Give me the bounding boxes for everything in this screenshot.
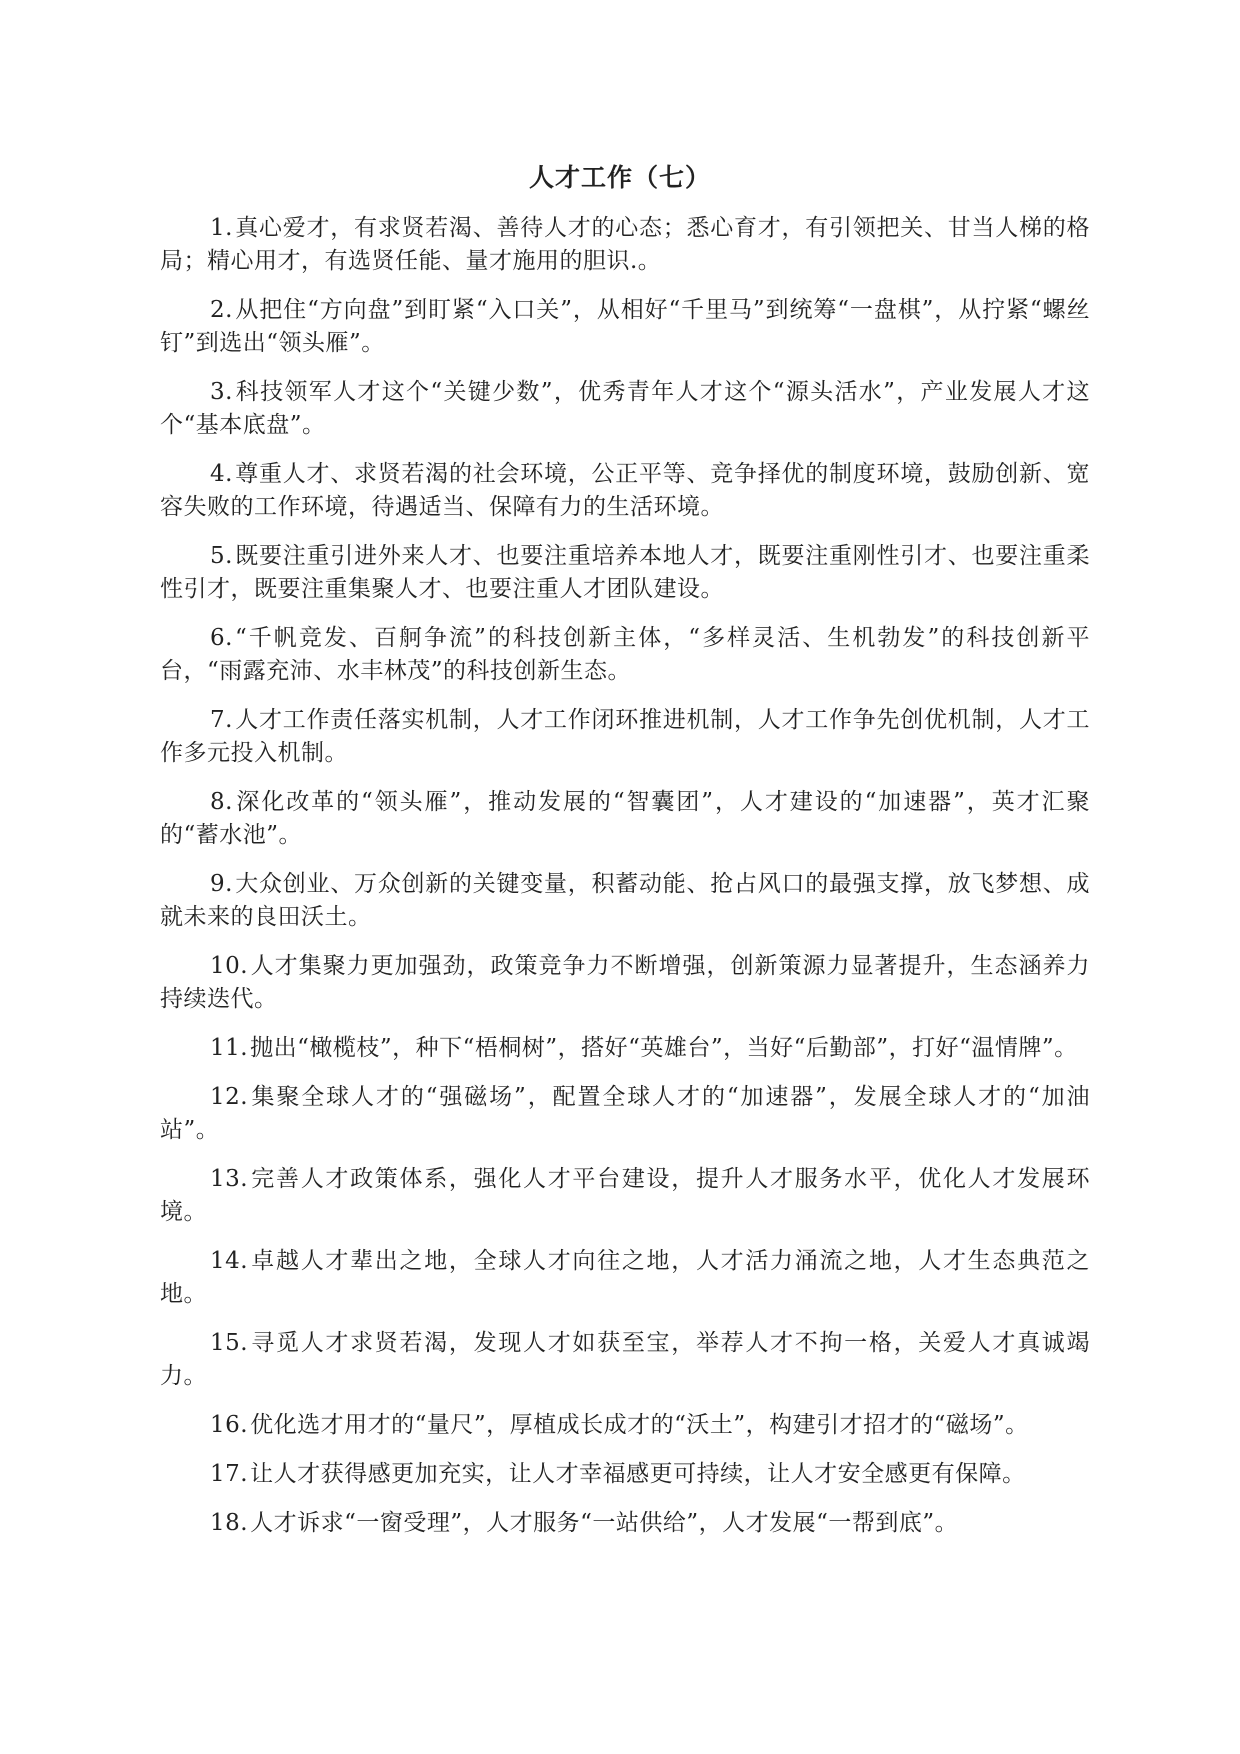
item-text: “千帆竞发、百舸争流”的科技创新主体，“多样灵活、生机勃发”的科技创新平台，“雨露充沛、水丰林茂”的科技创新生态。 [160, 625, 1090, 684]
item-text: 既要注重引进外来人才、也要注重培养本地人才，既要注重刚性引才、也要注重柔性引才，既要注重集聚人才、也要注重人才团队建设。 [160, 543, 1090, 602]
list-item [160, 868, 1090, 934]
list-item [160, 704, 1090, 770]
item-text: 从把住“方向盘”到盯紧“入口关”，从相好“千里马”到统筹“一盘棋”，从拧紧“螺丝钉”到选出“领头雁”。 [160, 297, 1090, 356]
item-number: 11. [210, 1035, 249, 1061]
list-item [160, 786, 1090, 852]
item-text: 让人才获得感更加充实，让人才幸福感更可持续，让人才安全感更有保障。 [250, 1461, 1026, 1487]
list-item [160, 1081, 1090, 1147]
item-text: 抛出“橄榄枝”，种下“梧桐树”，搭好“英雄台”，当好“后勤部”，打好“温情牌”。 [250, 1035, 1078, 1061]
item-number: 14. [210, 1248, 249, 1274]
list-item [160, 376, 1090, 442]
item-text: 真心爱才，有求贤若渴、善待人才的心态；悉心育才，有引领把关、甘当人梯的格局；精心用才，有选贤任能、量才施用的胆识.。 [160, 215, 1090, 274]
item-text: 优化选才用才的“量尺”，厚植成长成才的“沃土”，构建引才招才的“磁场”。 [250, 1412, 1029, 1438]
list-item [160, 1032, 1090, 1065]
item-text: 尊重人才、求贤若渴的社会环境，公正平等、竞争择优的制度环境，鼓励创新、宽容失败的工作环境，待遇适当、保障有力的生活环境。 [160, 461, 1090, 520]
page-title: 人才工作（七） [528, 163, 711, 192]
item-text: 人才工作责任落实机制，人才工作闭环推进机制，人才工作争先创优机制，人才工作多元投入机制。 [160, 707, 1090, 766]
list-item [160, 1163, 1090, 1229]
list-item [160, 212, 1090, 278]
item-number: 7. [210, 707, 233, 733]
item-number: 17. [210, 1461, 249, 1487]
item-number: 12. [210, 1084, 249, 1110]
item-number: 8. [210, 789, 233, 815]
list-item [160, 950, 1090, 1016]
item-number: 9. [210, 871, 233, 897]
list-item [160, 1507, 1090, 1540]
item-text: 卓越人才辈出之地，全球人才向往之地，人才活力涌流之地，人才生态典范之地。 [160, 1248, 1090, 1307]
list-item [160, 294, 1090, 360]
item-number: 18. [210, 1510, 249, 1536]
item-text: 人才诉求“一窗受理”，人才服务“一站供给”，人才发展“一帮到底”。 [250, 1510, 959, 1536]
item-number: 5. [210, 543, 233, 569]
item-number: 15. [210, 1330, 249, 1356]
item-number: 10. [210, 953, 249, 979]
item-number: 13. [210, 1166, 249, 1192]
item-text: 深化改革的“领头雁”，推动发展的“智囊团”，人才建设的“加速器”，英才汇聚的“蓄水池”。 [160, 789, 1090, 848]
item-text: 科技领军人才这个“关键少数”，优秀青年人才这个“源头活水”，产业发展人才这个“基本底盘”。 [160, 379, 1090, 438]
item-number: 3. [210, 379, 233, 405]
item-number: 4. [210, 461, 233, 487]
list-item [160, 1409, 1090, 1442]
item-number: 1. [210, 215, 233, 241]
item-number: 16. [210, 1412, 249, 1438]
item-text: 集聚全球人才的“强磁场”，配置全球人才的“加速器”，发展全球人才的“加油站”。 [160, 1084, 1090, 1143]
item-text: 人才集聚力更加强劲，政策竞争力不断增强，创新策源力显著提升，生态涵养力持续迭代。 [160, 953, 1090, 1012]
list-item [160, 1458, 1090, 1491]
item-number: 6. [210, 625, 233, 651]
list-item [160, 1245, 1090, 1311]
list-item [160, 622, 1090, 688]
item-text: 寻觅人才求贤若渴，发现人才如获至宝，举荐人才不拘一格，关爱人才真诚竭力。 [160, 1330, 1090, 1389]
list-item [160, 1327, 1090, 1393]
item-number: 2. [210, 297, 233, 323]
item-list [160, 212, 1090, 1556]
item-text: 完善人才政策体系，强化人才平台建设，提升人才服务水平，优化人才发展环境。 [160, 1166, 1090, 1225]
item-text: 大众创业、万众创新的关键变量，积蓄动能、抢占风口的最强支撑，放飞梦想、成就未来的良田沃土。 [160, 871, 1090, 930]
list-item [160, 458, 1090, 524]
list-item [160, 540, 1090, 606]
